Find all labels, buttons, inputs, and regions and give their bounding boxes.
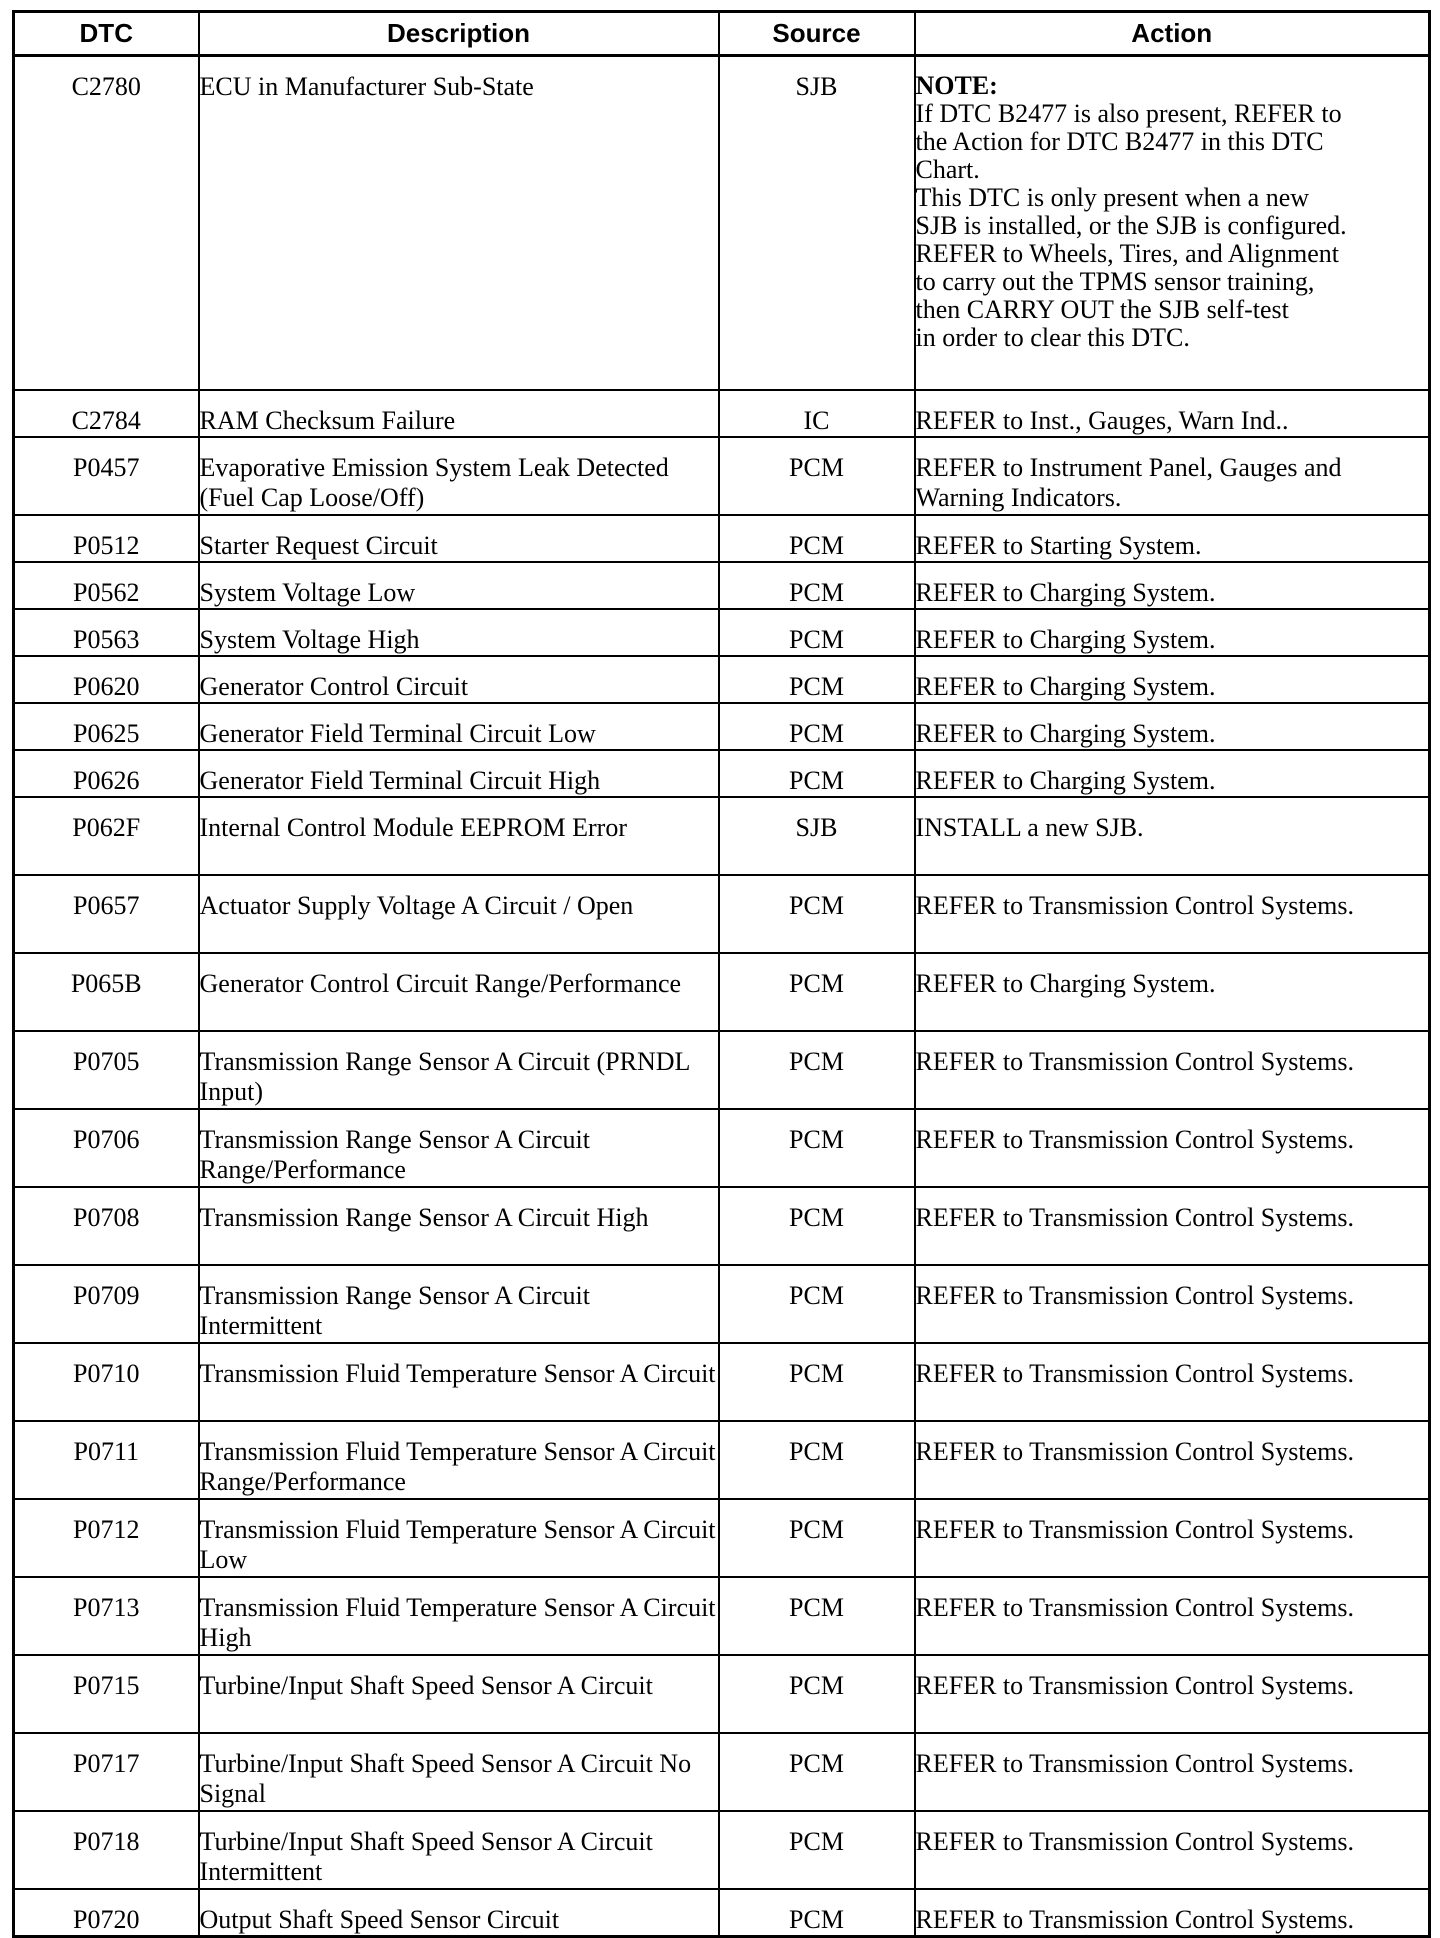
table-row <box>14 1499 1430 1577</box>
dtc-code: P0457 <box>14 437 199 515</box>
dtc-code: P065B <box>14 953 199 1031</box>
table-row <box>14 1265 1430 1343</box>
dtc-code: P0706 <box>14 1109 199 1187</box>
table-row <box>14 1733 1430 1811</box>
dtc-action: REFER to Transmission Control Systems. <box>915 1733 1430 1811</box>
note-label: NOTE: <box>915 71 998 100</box>
dtc-description: ECU in Manufacturer Sub-State <box>199 56 719 391</box>
dtc-description: Turbine/Input Shaft Speed Sensor A Circuit No Signal <box>199 1733 719 1811</box>
dtc-source: PCM <box>719 515 915 562</box>
dtc-action: REFER to Instrument Panel, Gauges and Warning Indicators. <box>915 437 1430 515</box>
dtc-action: REFER to Transmission Control Systems. <box>915 1499 1430 1577</box>
dtc-action: REFER to Transmission Control Systems. <box>915 1265 1430 1343</box>
dtc-action: REFER to Charging System. <box>915 656 1430 703</box>
dtc-description: Turbine/Input Shaft Speed Sensor A Circuit <box>199 1655 719 1733</box>
column-header-dtc: DTC <box>14 12 199 56</box>
dtc-description: Output Shaft Speed Sensor Circuit <box>199 1889 719 1937</box>
dtc-description: Generator Control Circuit Range/Performance <box>199 953 719 1031</box>
table-row <box>14 656 1430 703</box>
table-row <box>14 56 1430 391</box>
dtc-code: P0625 <box>14 703 199 750</box>
table-row <box>14 609 1430 656</box>
dtc-code: P0711 <box>14 1421 199 1499</box>
dtc-action: REFER to Transmission Control Systems. <box>915 1421 1430 1499</box>
note-line: in order to clear this DTC. <box>915 323 1190 352</box>
dtc-source: PCM <box>719 562 915 609</box>
table-row <box>14 750 1430 797</box>
note-line: then CARRY OUT the SJB self-test <box>915 295 1289 324</box>
dtc-source: IC <box>719 390 915 437</box>
dtc-description: Transmission Fluid Temperature Sensor A Circuit Range/Performance <box>199 1421 719 1499</box>
dtc-action: REFER to Starting System. <box>915 515 1430 562</box>
dtc-code: P0705 <box>14 1031 199 1109</box>
dtc-action: REFER to Transmission Control Systems. <box>915 1655 1430 1733</box>
table-row <box>14 390 1430 437</box>
table-row <box>14 1343 1430 1421</box>
column-header-description: Description <box>199 12 719 56</box>
dtc-source: PCM <box>719 1499 915 1577</box>
note-line: This DTC is only present when a new <box>915 183 1310 212</box>
dtc-description: Transmission Range Sensor A Circuit High <box>199 1187 719 1265</box>
dtc-description: Starter Request Circuit <box>199 515 719 562</box>
dtc-code: P0715 <box>14 1655 199 1733</box>
dtc-action: REFER to Transmission Control Systems. <box>915 1343 1430 1421</box>
table-row <box>14 1655 1430 1733</box>
dtc-source: PCM <box>719 1265 915 1343</box>
column-header-source: Source <box>719 12 915 56</box>
dtc-action: REFER to Transmission Control Systems. <box>915 1187 1430 1265</box>
dtc-action: INSTALL a new SJB. <box>915 797 1430 875</box>
dtc-action: REFER to Inst., Gauges, Warn Ind.. <box>915 390 1430 437</box>
dtc-description: Transmission Fluid Temperature Sensor A Circuit Low <box>199 1499 719 1577</box>
dtc-chart-table <box>12 10 1431 1938</box>
note-line: REFER to Wheels, Tires, and Alignment <box>915 239 1339 268</box>
dtc-source: SJB <box>719 797 915 875</box>
dtc-code: P0720 <box>14 1889 199 1937</box>
dtc-source: PCM <box>719 1343 915 1421</box>
dtc-code: P0563 <box>14 609 199 656</box>
table-row <box>14 515 1430 562</box>
dtc-description: Generator Control Circuit <box>199 656 719 703</box>
table-row <box>14 1031 1430 1109</box>
dtc-source: PCM <box>719 437 915 515</box>
dtc-source: PCM <box>719 1187 915 1265</box>
dtc-description: Transmission Range Sensor A Circuit Range/Performance <box>199 1109 719 1187</box>
dtc-description: Transmission Fluid Temperature Sensor A Circuit <box>199 1343 719 1421</box>
dtc-source: PCM <box>719 609 915 656</box>
dtc-action: REFER to Transmission Control Systems. <box>915 1811 1430 1889</box>
dtc-description: Transmission Fluid Temperature Sensor A Circuit High <box>199 1577 719 1655</box>
table-row <box>14 703 1430 750</box>
dtc-code: P0620 <box>14 656 199 703</box>
dtc-action: REFER to Transmission Control Systems. <box>915 1889 1430 1937</box>
dtc-action <box>915 56 1430 391</box>
dtc-description: Transmission Range Sensor A Circuit Intermittent <box>199 1265 719 1343</box>
dtc-source: PCM <box>719 1889 915 1937</box>
dtc-action: REFER to Transmission Control Systems. <box>915 1031 1430 1109</box>
dtc-action: REFER to Charging System. <box>915 562 1430 609</box>
dtc-source: PCM <box>719 1733 915 1811</box>
table-row <box>14 562 1430 609</box>
table-row <box>14 1811 1430 1889</box>
dtc-code: C2784 <box>14 390 199 437</box>
dtc-action: REFER to Transmission Control Systems. <box>915 1109 1430 1187</box>
dtc-source: SJB <box>719 56 915 391</box>
table-header-row <box>14 12 1430 56</box>
dtc-action: REFER to Charging System. <box>915 750 1430 797</box>
dtc-description: Actuator Supply Voltage A Circuit / Open <box>199 875 719 953</box>
dtc-code: P0710 <box>14 1343 199 1421</box>
dtc-source: PCM <box>719 1655 915 1733</box>
dtc-description: Generator Field Terminal Circuit Low <box>199 703 719 750</box>
dtc-action: REFER to Charging System. <box>915 953 1430 1031</box>
table-row <box>14 797 1430 875</box>
dtc-code: P0512 <box>14 515 199 562</box>
dtc-description: Transmission Range Sensor A Circuit (PRNDL Input) <box>199 1031 719 1109</box>
table-row <box>14 1889 1430 1937</box>
dtc-source: PCM <box>719 1577 915 1655</box>
dtc-code: P0713 <box>14 1577 199 1655</box>
dtc-code: P062F <box>14 797 199 875</box>
dtc-code: P0657 <box>14 875 199 953</box>
dtc-code: P0708 <box>14 1187 199 1265</box>
dtc-source: PCM <box>719 656 915 703</box>
dtc-description: System Voltage High <box>199 609 719 656</box>
dtc-source: PCM <box>719 875 915 953</box>
note-line: If DTC B2477 is also present, REFER to <box>915 99 1342 128</box>
table-row <box>14 953 1430 1031</box>
table-row <box>14 1109 1430 1187</box>
dtc-source: PCM <box>719 1811 915 1889</box>
table-row <box>14 1187 1430 1265</box>
dtc-description: Generator Field Terminal Circuit High <box>199 750 719 797</box>
dtc-source: PCM <box>719 953 915 1031</box>
note-line: the Action for DTC B2477 in this DTC <box>915 127 1324 156</box>
note-line: SJB is installed, or the SJB is configured. <box>915 211 1347 240</box>
table-row <box>14 1421 1430 1499</box>
dtc-code: P0709 <box>14 1265 199 1343</box>
dtc-code: C2780 <box>14 56 199 391</box>
note-line: Chart. <box>915 155 980 184</box>
dtc-description: Internal Control Module EEPROM Error <box>199 797 719 875</box>
column-header-action: Action <box>915 12 1430 56</box>
table-row <box>14 875 1430 953</box>
dtc-code: P0712 <box>14 1499 199 1577</box>
note-line: to carry out the TPMS sensor training, <box>915 267 1315 296</box>
dtc-source: PCM <box>719 1421 915 1499</box>
dtc-code: P0717 <box>14 1733 199 1811</box>
table-row <box>14 437 1430 515</box>
dtc-description: Evaporative Emission System Leak Detected (Fuel Cap Loose/Off) <box>199 437 719 515</box>
table-row <box>14 1577 1430 1655</box>
dtc-source: PCM <box>719 1109 915 1187</box>
dtc-source: PCM <box>719 1031 915 1109</box>
dtc-action: REFER to Charging System. <box>915 703 1430 750</box>
dtc-code: P0718 <box>14 1811 199 1889</box>
dtc-action: REFER to Charging System. <box>915 609 1430 656</box>
dtc-source: PCM <box>719 703 915 750</box>
dtc-description: Turbine/Input Shaft Speed Sensor A Circuit Intermittent <box>199 1811 719 1889</box>
dtc-code: P0562 <box>14 562 199 609</box>
dtc-description: RAM Checksum Failure <box>199 390 719 437</box>
dtc-source: PCM <box>719 750 915 797</box>
dtc-description: System Voltage Low <box>199 562 719 609</box>
dtc-action: REFER to Transmission Control Systems. <box>915 1577 1430 1655</box>
dtc-code: P0626 <box>14 750 199 797</box>
dtc-action: REFER to Transmission Control Systems. <box>915 875 1430 953</box>
